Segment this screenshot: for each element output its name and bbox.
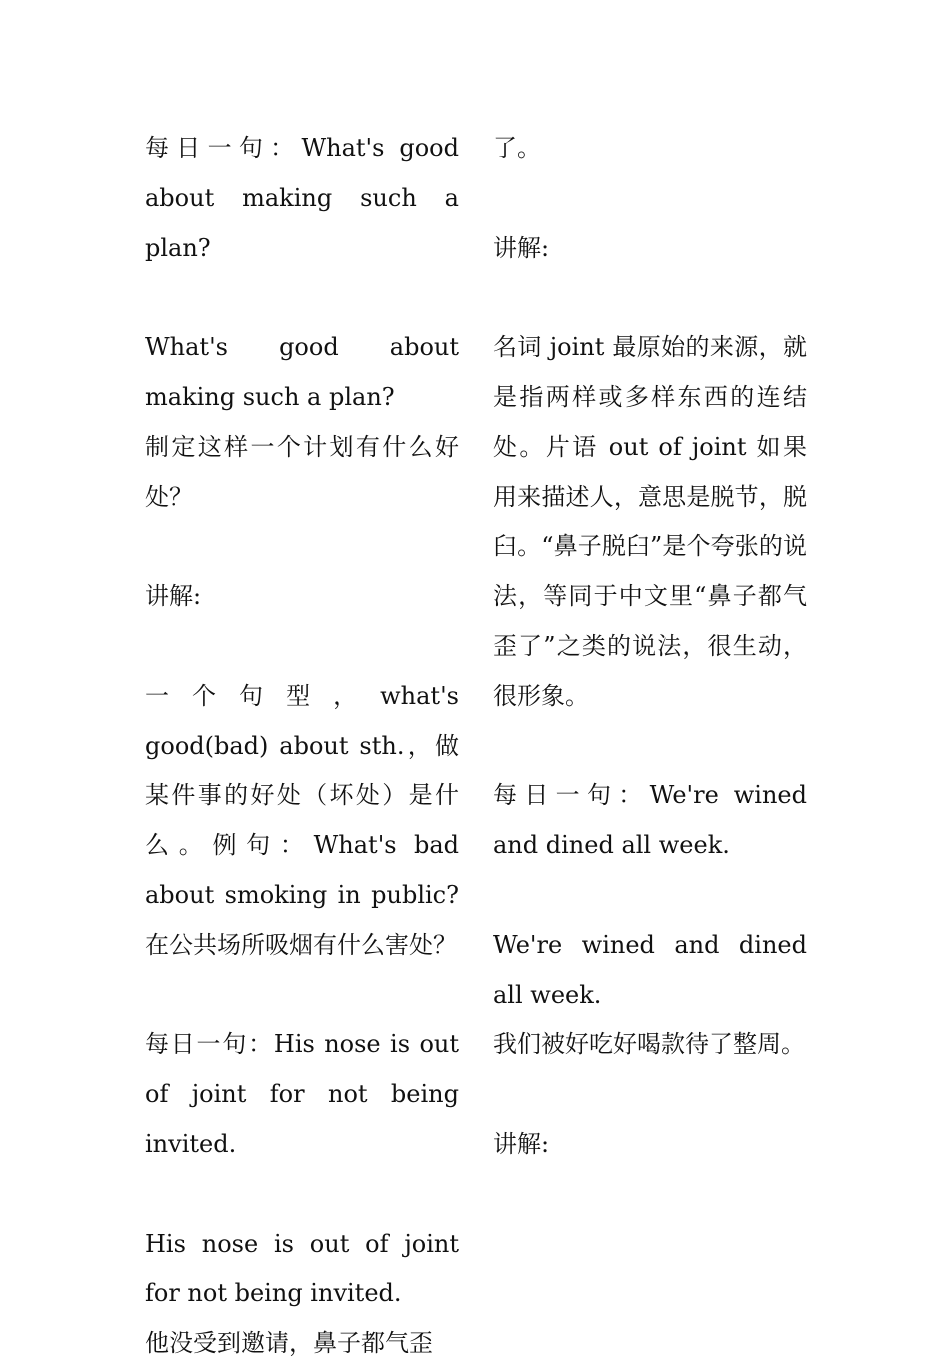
chinese-translation-3: 我们被好吃好喝款待了整周。 <box>493 1030 805 1059</box>
blank-line <box>493 1070 807 1120</box>
blank-line <box>145 622 459 672</box>
english-sentence-3: We're wined and dined all week. <box>493 930 807 1009</box>
blank-line <box>493 871 807 921</box>
daily-sentence-heading-2: 每日一句：His nose is out of joint for not being invited. <box>145 1030 459 1158</box>
blank-line <box>493 722 807 772</box>
daily-sentence-heading-3: 每日一句：We're wined and dined all week. <box>493 781 807 860</box>
blank-line <box>145 1170 459 1220</box>
blank-line <box>145 273 459 323</box>
chinese-translation-1: 制定这样一个计划有什么好处？ <box>145 432 459 511</box>
blank-line <box>145 522 459 572</box>
chinese-translation-2: 他没受到邀请，鼻子都气歪 <box>145 1329 433 1358</box>
english-sentence-2: His nose is out of joint for not being invited. <box>145 1229 459 1308</box>
explanation-label-2: 讲解: <box>493 233 550 262</box>
english-sentence-1: What's good about making such a plan? <box>145 333 459 411</box>
left-column <box>145 124 459 1369</box>
blank-line <box>145 971 459 1021</box>
explanation-body-1: 一个句型，what's good(bad) about sth.，做某件事的好处（坏处）是什么。例句：What's bad about smoking in public? 在公共场所吸烟有什么害处？ <box>145 681 459 959</box>
chinese-translation-2-continued: 了。 <box>493 134 541 162</box>
explanation-label-3: 讲解: <box>493 1129 550 1158</box>
daily-sentence-heading-1: 每日一句：What's good about making such a plan? <box>145 134 459 262</box>
explanation-body-2: 名词 joint 最原始的来源，就是指两样或多样东西的连结处。片语 out of joint 如果用来描述人，意思是脱节，脱臼。“鼻子脱臼”是个夸张的说法，等同于中文里“鼻子都气歪了”之类的说法，很生动，很形象。 <box>493 333 807 710</box>
explanation-label-1: 讲解: <box>145 582 202 611</box>
blank-line <box>493 273 807 323</box>
blank-line <box>493 174 807 224</box>
right-column <box>493 124 807 1170</box>
